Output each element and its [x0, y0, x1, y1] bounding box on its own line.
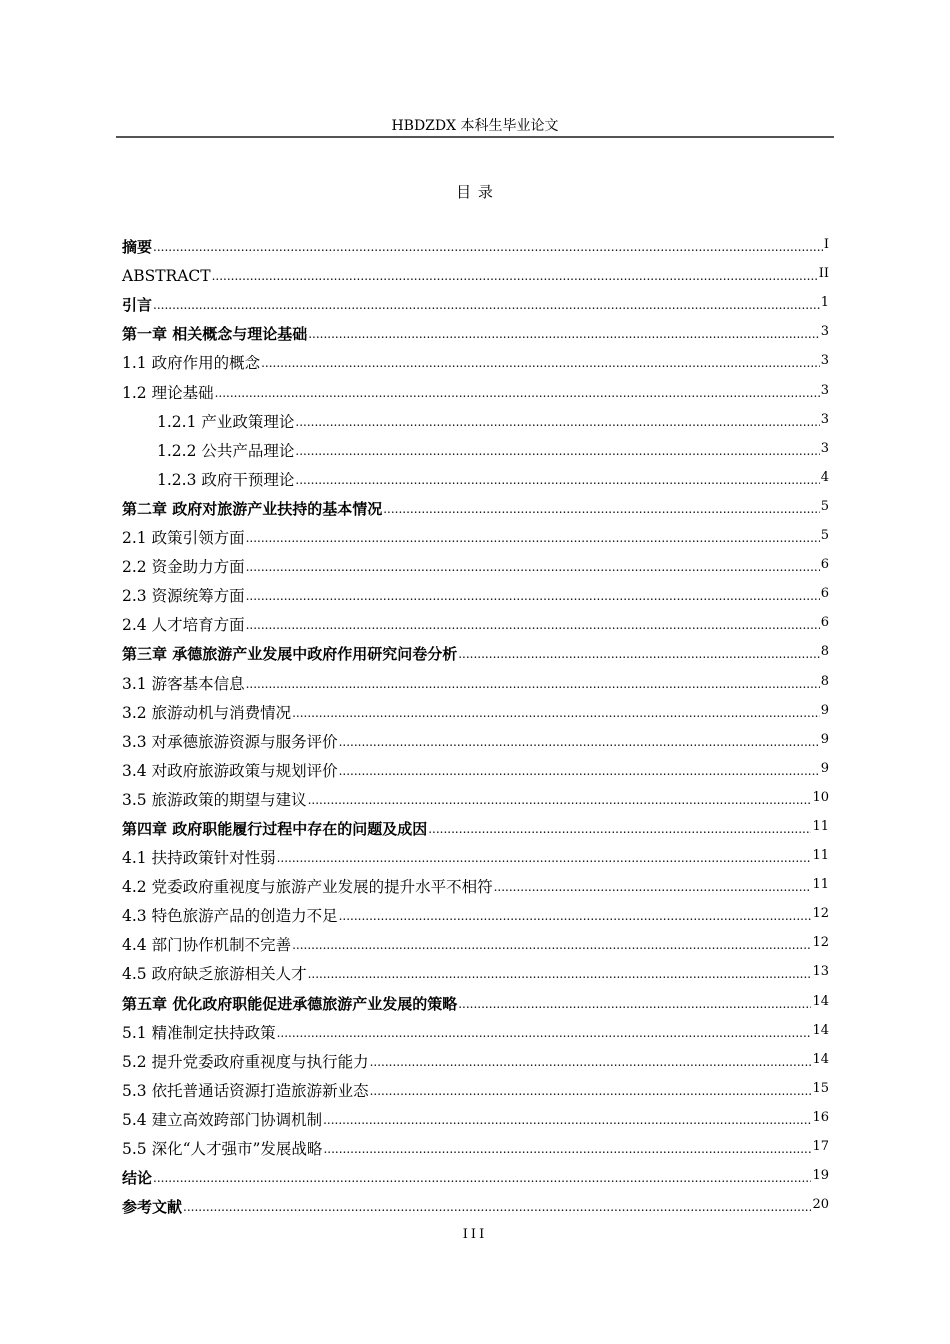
dot-leader — [323, 1113, 811, 1127]
toc-entry-label: 第四章 政府职能履行过程中存在的问题及成因 — [122, 819, 428, 838]
toc-entry-page: 9 — [820, 702, 829, 718]
toc-entry-page: I — [823, 237, 829, 253]
toc-entry[interactable] — [122, 752, 829, 781]
toc-entry-label: 3.2 旅游动机与消费情况 — [122, 703, 292, 722]
toc-entry-page: 17 — [812, 1139, 829, 1154]
toc-entry-page: 6 — [820, 557, 829, 573]
toc-entry-label: 1.2 理论基础 — [122, 383, 214, 402]
table-of-contents — [122, 228, 829, 1217]
toc-entry-page: II — [818, 266, 829, 282]
dot-leader — [370, 1084, 812, 1098]
dot-leader — [339, 735, 820, 749]
toc-entry-page: 9 — [820, 760, 829, 776]
dot-leader — [323, 1142, 811, 1156]
toc-entry-page: 14 — [812, 993, 829, 1009]
toc-entry[interactable] — [122, 1043, 829, 1072]
toc-entry[interactable] — [122, 461, 829, 490]
toc-entry-page: 20 — [812, 1197, 829, 1213]
toc-entry-label: 摘要 — [122, 238, 153, 257]
dot-leader — [292, 938, 811, 952]
dot-leader — [153, 240, 823, 254]
dot-leader — [215, 386, 820, 400]
toc-entry[interactable] — [122, 257, 829, 286]
toc-entry-page: 12 — [812, 906, 829, 922]
dot-leader — [246, 531, 820, 545]
dot-leader — [183, 1200, 811, 1214]
dot-leader — [261, 356, 820, 370]
dot-leader — [458, 647, 819, 661]
toc-entry-label: 第五章 优化政府职能促进承德旅游产业发展的策略 — [122, 994, 458, 1013]
toc-entry-label: 3.4 对政府旅游政策与规划评价 — [122, 761, 338, 780]
toc-entry[interactable] — [122, 373, 829, 402]
toc-entry[interactable] — [122, 839, 829, 868]
toc-entry-page: 13 — [812, 964, 829, 980]
dot-leader — [339, 909, 812, 923]
toc-entry-page: 3 — [820, 411, 829, 427]
toc-entry-page: 6 — [820, 586, 829, 602]
toc-entry[interactable] — [122, 1188, 829, 1217]
toc-entry-label: 5.3 依托普通话资源打造旅游新业态 — [122, 1081, 369, 1100]
toc-entry-label: 结论 — [122, 1169, 153, 1188]
toc-entry[interactable] — [122, 577, 829, 606]
toc-entry-label: 1.1 政府作用的概念 — [122, 354, 261, 373]
dot-leader — [370, 1055, 812, 1069]
dot-leader — [308, 967, 812, 981]
toc-entry-label: 1.2.3 政府干预理论 — [157, 470, 295, 489]
toc-entry-label: 引言 — [122, 296, 153, 315]
dot-leader — [428, 822, 811, 836]
toc-entry[interactable] — [122, 403, 829, 432]
toc-entry-page: 3 — [820, 382, 829, 398]
dot-leader — [292, 706, 820, 720]
dot-leader — [494, 880, 812, 894]
toc-entry-label: 参考文献 — [122, 1198, 183, 1217]
toc-entry[interactable] — [122, 664, 829, 693]
dot-leader — [153, 298, 820, 312]
toc-entry-page: 14 — [812, 1051, 829, 1067]
toc-entry-page: 3 — [820, 324, 829, 340]
toc-entry[interactable] — [122, 315, 829, 344]
dot-leader — [246, 677, 820, 691]
toc-entry-label: ABSTRACT — [122, 267, 211, 286]
toc-entry[interactable] — [122, 548, 829, 577]
toc-entry-label: 5.5 深化“人才强市”发展战略 — [122, 1140, 323, 1158]
toc-entry-page: 5 — [820, 528, 829, 544]
toc-entry-page: 8 — [820, 644, 829, 660]
page-number: III — [462, 1227, 488, 1242]
toc-entry-page: 6 — [820, 615, 829, 631]
toc-entry[interactable] — [122, 1101, 829, 1130]
dot-leader — [383, 502, 819, 516]
toc-entry-label: 4.1 扶持政策针对性弱 — [122, 849, 276, 868]
toc-entry[interactable] — [122, 228, 829, 257]
toc-entry-page: 4 — [820, 469, 829, 485]
toc-entry[interactable] — [122, 1130, 829, 1159]
toc-entry[interactable] — [122, 868, 829, 897]
toc-entry-label: 5.1 精准制定扶持政策 — [122, 1023, 276, 1042]
toc-entry-page: 1 — [820, 295, 829, 311]
toc-entry-label: 2.3 资源统筹方面 — [122, 587, 245, 606]
toc-entry[interactable] — [122, 490, 829, 519]
dot-leader — [308, 793, 812, 807]
toc-entry[interactable] — [122, 694, 829, 723]
toc-entry[interactable] — [122, 897, 829, 926]
toc-entry[interactable] — [122, 344, 829, 373]
dot-leader — [339, 764, 820, 778]
toc-entry-page: 11 — [812, 848, 829, 864]
toc-entry-label: 1.2.1 产业政策理论 — [157, 412, 295, 431]
toc-entry-page: 19 — [812, 1168, 829, 1184]
dot-leader — [246, 589, 820, 603]
toc-entry[interactable] — [122, 635, 829, 664]
toc-entry[interactable] — [122, 606, 829, 635]
toc-entry-page: 15 — [812, 1080, 829, 1096]
dot-leader — [277, 1026, 812, 1040]
toc-entry-label: 第二章 政府对旅游产业扶持的基本情况 — [122, 499, 383, 518]
toc-entry-page: 16 — [812, 1109, 829, 1125]
dot-leader — [246, 560, 820, 574]
dot-leader — [246, 618, 820, 632]
dot-leader — [308, 327, 819, 341]
dot-leader — [153, 1171, 811, 1185]
toc-entry-label: 5.4 建立高效跨部门协调机制 — [122, 1110, 323, 1129]
toc-entry-label: 3.3 对承德旅游资源与服务评价 — [122, 732, 338, 751]
toc-entry-page: 11 — [812, 818, 829, 834]
toc-entry-label: 3.5 旅游政策的期望与建议 — [122, 790, 307, 809]
toc-entry-label: 2.2 资金助力方面 — [122, 558, 245, 577]
toc-entry-page: 11 — [812, 877, 829, 893]
toc-entry-page: 5 — [820, 498, 829, 514]
toc-entry-page: 3 — [820, 440, 829, 456]
toc-entry[interactable] — [122, 955, 829, 984]
dot-leader — [295, 444, 819, 458]
toc-entry[interactable] — [122, 1159, 829, 1188]
header-rule — [116, 136, 834, 138]
toc-entry[interactable] — [122, 1014, 829, 1043]
dot-leader — [212, 269, 818, 283]
toc-entry-label: 1.2.2 公共产品理论 — [157, 441, 295, 460]
toc-title: 目 录 — [456, 183, 494, 201]
toc-entry-page: 12 — [812, 935, 829, 951]
toc-entry-page: 8 — [820, 673, 829, 689]
toc-entry[interactable] — [122, 723, 829, 752]
toc-entry[interactable] — [122, 286, 829, 315]
toc-entry[interactable] — [122, 432, 829, 461]
toc-entry[interactable] — [122, 1072, 829, 1101]
toc-entry[interactable] — [122, 810, 829, 839]
toc-entry-label: 4.5 政府缺乏旅游相关人才 — [122, 965, 307, 984]
dot-leader — [295, 415, 819, 429]
dot-leader — [295, 473, 819, 487]
toc-entry[interactable] — [122, 984, 829, 1013]
toc-entry-label: 4.3 特色旅游产品的创造力不足 — [122, 907, 338, 926]
toc-entry-label: 第三章 承德旅游产业发展中政府作用研究问卷分析 — [122, 645, 458, 664]
running-header: HBDZDX 本科生毕业论文 — [391, 118, 559, 134]
toc-entry[interactable] — [122, 519, 829, 548]
toc-entry-page: 3 — [820, 353, 829, 369]
toc-entry-label: 3.1 游客基本信息 — [122, 674, 245, 693]
toc-entry-label: 第一章 相关概念与理论基础 — [122, 325, 308, 344]
toc-entry-label: 4.4 部门协作机制不完善 — [122, 936, 292, 955]
toc-entry-page: 10 — [812, 789, 829, 805]
toc-entry-label: 5.2 提升党委政府重视度与执行能力 — [122, 1052, 369, 1071]
toc-entry-label: 4.2 党委政府重视度与旅游产业发展的提升水平不相符 — [122, 878, 493, 897]
dot-leader — [277, 851, 812, 865]
toc-entry[interactable] — [122, 781, 829, 810]
toc-entry-page: 14 — [812, 1022, 829, 1038]
dot-leader — [458, 997, 811, 1011]
toc-entry-label: 2.4 人才培育方面 — [122, 616, 245, 635]
toc-entry[interactable] — [122, 926, 829, 955]
toc-entry-page: 9 — [820, 731, 829, 747]
toc-entry-label: 2.1 政策引领方面 — [122, 529, 245, 548]
